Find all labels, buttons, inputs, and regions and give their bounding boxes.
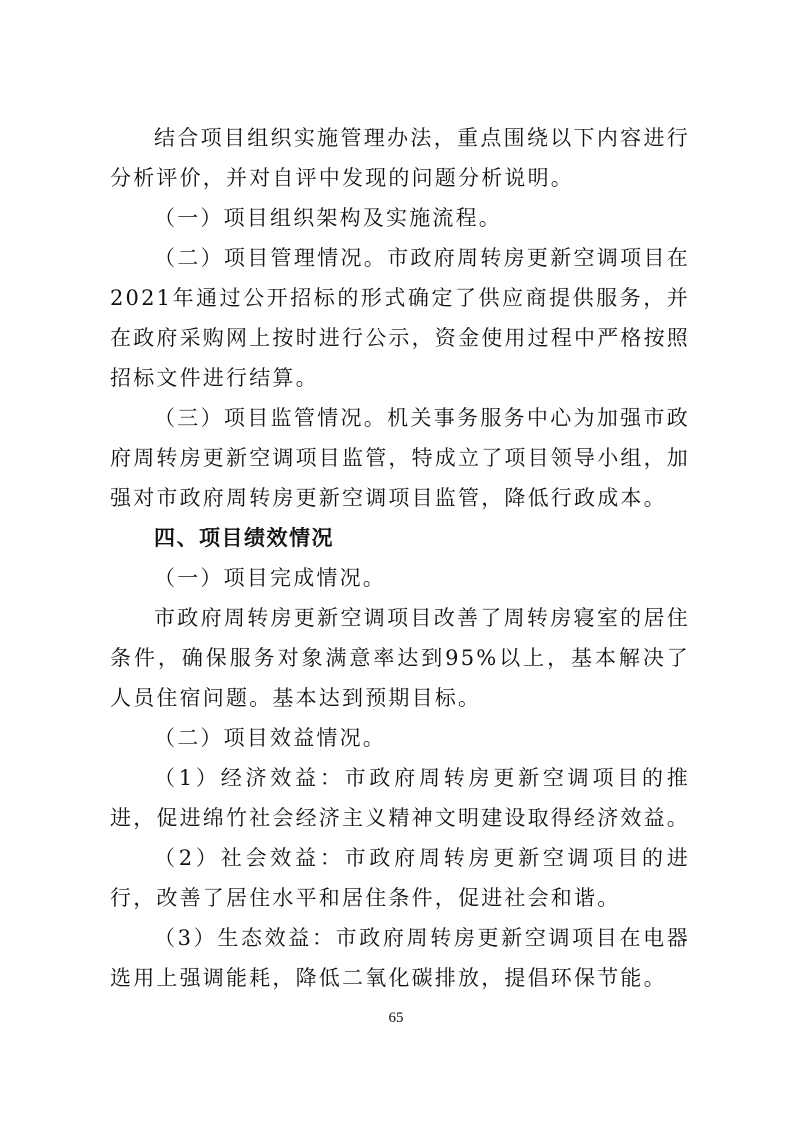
paragraph-management: （二）项目管理情况。市政府周转房更新空调项目在2021年通过公开招标的形式确定了供应商提供服务，并在政府采购网上按时进行公示，资金使用过程中严格按照招标文件进行结算。 (110, 246, 690, 390)
paragraph-completion: 市政府周转房更新空调项目改善了周转房寝室的居住条件，确保服务对象满意率达到95%以上，基本解决了人员住宿问题。基本达到预期目标。 (110, 606, 690, 710)
paragraph-ecological-benefit: （3）生态效益：市政府周转房更新空调项目在电器选用上强调能耗，降低二氧化碳排放，提倡环保节能。 (110, 926, 690, 990)
paragraph-social-benefit: （2）社会效益：市政府周转房更新空调项目的进行，改善了居住水平和居住条件，促进社会和谐。 (110, 846, 690, 910)
section-heading-performance: 四、项目绩效情况 (154, 526, 334, 550)
paragraph-completion-heading: （一）项目完成情况。 (154, 566, 386, 590)
page-number: 65 (388, 1010, 404, 1026)
document-body (110, 118, 690, 998)
paragraph-economic-benefit: （1）经济效益：市政府周转房更新空调项目的推进，促进绵竹社会经济主义精神文明建设取得经济效益。 (110, 766, 690, 830)
paragraph-benefits-heading: （二）项目效益情况。 (154, 726, 386, 750)
paragraph-supervision: （三）项目监管情况。机关事务服务中心为加强市政府周转房更新空调项目监管，特成立了项目领导小组，加强对市政府周转房更新空调项目监管，降低行政成本。 (110, 406, 690, 510)
paragraph-intro: 结合项目组织实施管理办法，重点围绕以下内容进行分析评价，并对自评中发现的问题分析说明。 (110, 126, 690, 190)
paragraph-org-structure: （一）项目组织架构及实施流程。 (154, 206, 502, 230)
